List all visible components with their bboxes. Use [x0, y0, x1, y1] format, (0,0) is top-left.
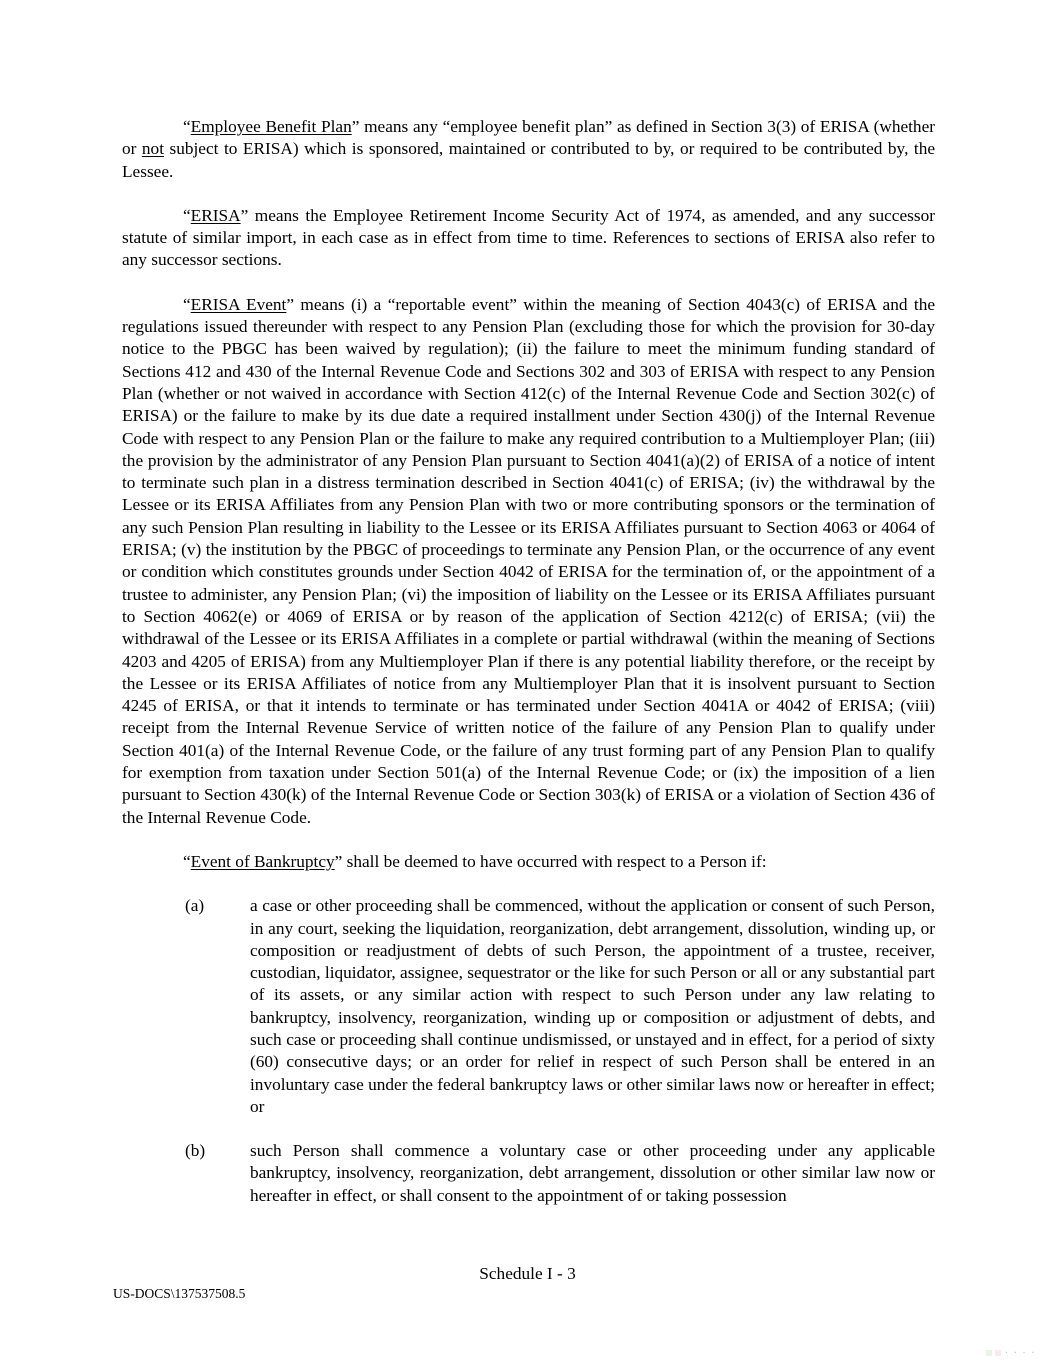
definition-event-of-bankruptcy [122, 851, 935, 873]
document-body [122, 116, 935, 1229]
body-text: ” means any “employee benefit plan” as defined in Section 3(3) of ERISA (whether or [122, 117, 935, 159]
scan-blot-green [986, 1350, 992, 1356]
document-id-stamp: US-DOCS\137537508.5 [113, 1286, 246, 1301]
definition-erisa [122, 205, 935, 272]
defined-term: Employee Benefit Plan [190, 117, 352, 136]
body-text: a case or other proceeding shall be commenced, without the application or consent of such Person, in any court, seeking the liquidation, reorganization, debt arrangement, dissolution, winding up, or composition or readjustment of debts of such Person, the appointment of a trustee, receiver, custodian, liquidator, assignee, sequestrator or the like for such Person or all or any substantial part of its assets, or any similar action with respect to such Person under any law relating to bankruptcy, insolvency, reorganization, winding up or composition or adjustment of debts, and such case or proceeding shall continue undismissed, or unstayed and in effect, for a period of sixty (60) consecutive days; or an order for relief in respect of such Person shall be entered in an involuntary case under the federal bankruptcy laws or other similar laws now or hereafter in effect; or [250, 896, 935, 1116]
body-text: ” means the Employee Retirement Income Security Act of 1974, as amended, and any successor statute of similar import, in each case as in effect from time to time. References to sections of ERISA also refer to any successor sections. [122, 205, 935, 270]
scan-artifact-marks: ···· [1004, 1348, 1040, 1357]
clause-a [122, 895, 935, 1118]
definition-employee-benefit-plan [122, 116, 935, 183]
body-text: “ [183, 205, 191, 225]
body-text: “ [183, 117, 191, 136]
list-item-label: (a) [185, 896, 205, 916]
definition-erisa-event [122, 294, 935, 829]
clause-b [122, 1140, 935, 1207]
body-text: ” shall be deemed to have occurred with respect to a Person if: [334, 851, 767, 871]
body-text: ” means (i) a “reportable event” within the meaning of Section 4043(c) of ERISA and the regulations issued thereunder with respect to any Pension Plan (excluding those for which the provision for 30-day notice to the PBGC has been waived by regulation); (ii) the failure to meet the minimum funding standard of Sections 412 and 430 of the Internal Revenue Code and Sections 302 and 303 of ERISA with respect to any Pension Plan (whether or not waived in accordance with Section 412(c) of the Internal Revenue Code and Section 302(c) of ERISA) or the failure to make by its due date a required installment under Section 430(j) of the Internal Revenue Code with respect to any Pension Plan or the failure to make any required contribution to a Multiemployer Plan; (iii) the provision by the administrator of any Pension Plan pursuant to Section 4041(a)(2) of ERISA of a notice of intent to terminate such plan in a distress termination described in Section 4041(c) of ERISA; (iv) the withdrawal by the Lessee or its ERISA Affiliates from any Pension Plan with two or more contributing sponsors or the termination of any such Pension Plan resulting in liability to the Lessee or its ERISA Affiliates pursuant to Section 4063 or 4064 of ERISA; (v) the institution by the PBGC of proceedings to terminate any Pension Plan, or the occurrence of any event or condition which constitutes grounds under Section 4042 of ERISA for the termination of, or the appointment of a trustee to administer, any Pension Plan; (vi) the imposition of liability on the Lessee or its ERISA Affiliates pursuant to Section 4062(e) or 4069 of ERISA or by reason of the application of Section 4212(c) of ERISA; (vii) the withdrawal of the Lessee or its ERISA Affiliates in a complete or partial withdrawal (within the meaning of Sections 4203 and 4205 of ERISA) from any Multiemployer Plan if there is any potential liability therefore, or the receipt by the Lessee or its ERISA Affiliates of notice from any Multiemployer Plan that it is insolvent pursuant to Section 4245 of ERISA, or that it intends to terminate or has terminated under Section 4041A or 4042 of ERISA; (viii) receipt from the Internal Revenue Service of written notice of the failure of any Pension Plan to qualify under Section 401(a) of the Internal Revenue Code, or the failure of any trust forming part of any Pension Plan to qualify for exemption from taxation under Section 501(a) of the Internal Revenue Code; or (ix) the imposition of a lien pursuant to Section 430(k) of the Internal Revenue Code or Section 303(k) of ERISA or a violation of Section 436 of the Internal Revenue Code. [122, 294, 936, 827]
defined-term: ERISA [190, 205, 241, 225]
page-footer-schedule-label: Schedule I - 3 [479, 1264, 576, 1283]
body-text: “ [183, 294, 191, 314]
defined-term: not [141, 139, 164, 159]
body-text: such Person shall commence a voluntary case or other proceeding under any applicable bankruptcy, insolvency, reorganization, debt arrangement, dissolution or other similar law now or hereafter in effect, or shall consent to the appointment of or taking possession [250, 1141, 935, 1205]
scan-artifact [986, 1348, 1039, 1358]
defined-term: ERISA Event [190, 294, 287, 314]
scan-blot-pink [995, 1350, 1001, 1356]
list-item-label: (b) [185, 1141, 206, 1161]
defined-term: Event of Bankruptcy [190, 851, 335, 871]
body-text: subject to ERISA) which is sponsored, maintained or contributed to by, or required to be contributed by, the Lessee. [122, 139, 936, 181]
body-text: “ [183, 851, 191, 871]
